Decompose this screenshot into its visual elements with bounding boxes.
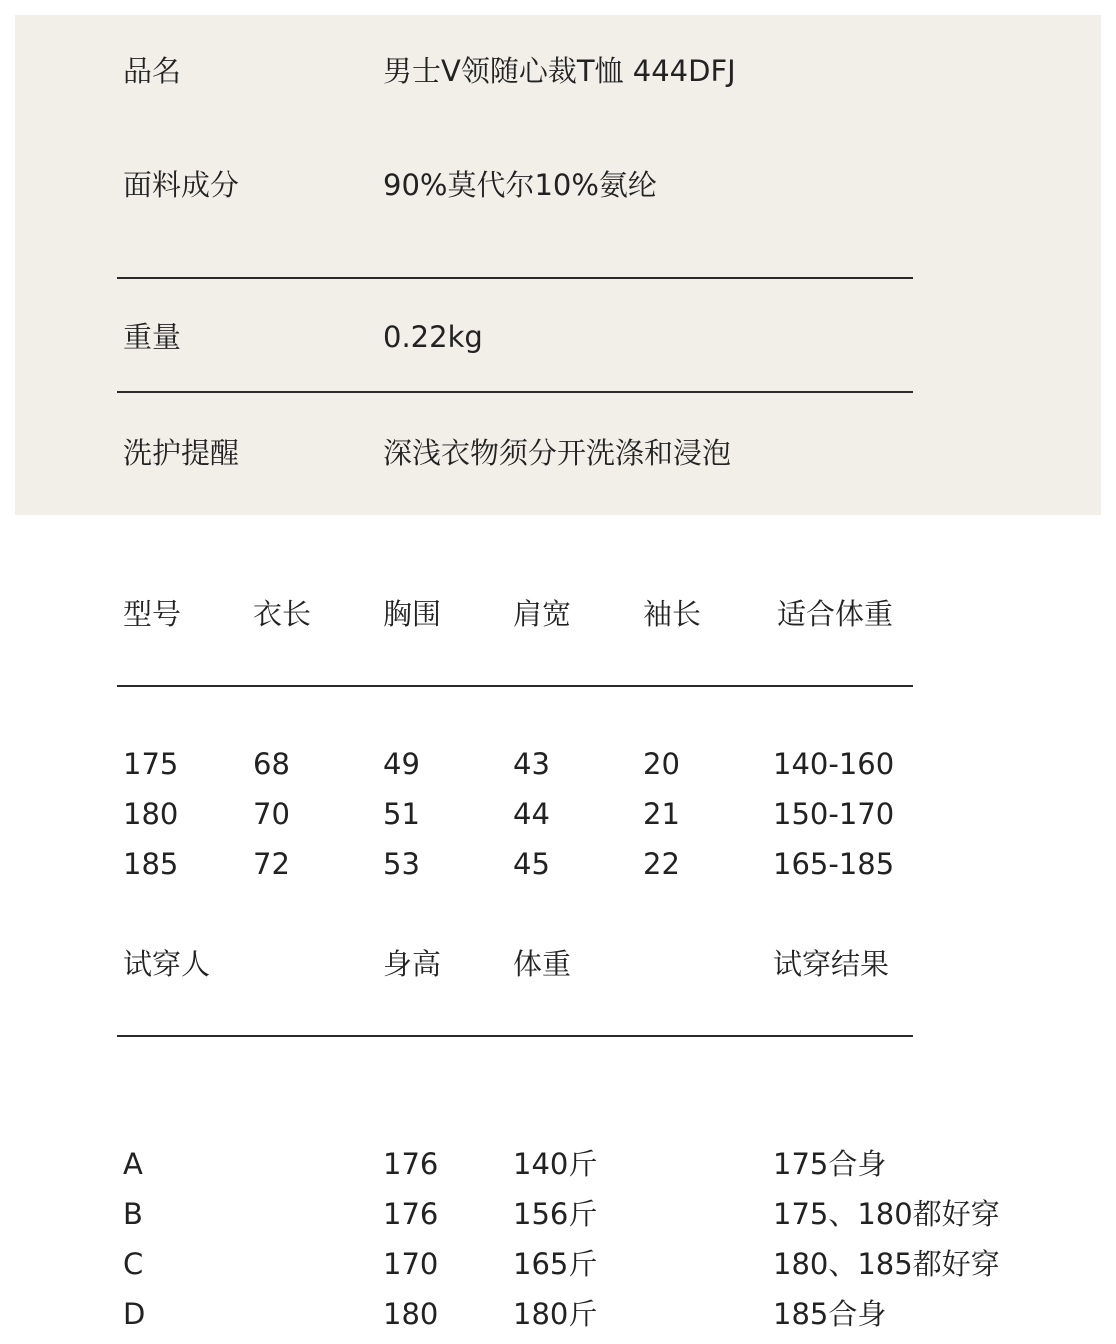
size-cell: 165-185 xyxy=(773,847,895,881)
trial-header-result: 试穿结果 xyxy=(773,947,890,981)
info-label-product-name: 品名 xyxy=(123,54,182,88)
size-header-sleeve: 袖长 xyxy=(643,597,702,631)
info-value-product-name: 男士V领随心裁T恤 444DFJ xyxy=(383,54,736,88)
trial-header-person: 试穿人 xyxy=(123,947,211,981)
trial-cell: 180斤 xyxy=(513,1297,598,1331)
info-label-care: 洗护提醒 xyxy=(123,436,240,470)
size-cell: 51 xyxy=(383,797,420,831)
size-header-length: 衣长 xyxy=(253,597,312,631)
size-cell: 44 xyxy=(513,797,550,831)
trial-cell: 185合身 xyxy=(773,1297,887,1331)
size-header-weight: 适合体重 xyxy=(777,597,894,631)
size-cell: 22 xyxy=(643,847,680,881)
size-header-shoulder: 肩宽 xyxy=(513,597,572,631)
trial-header-height: 身高 xyxy=(383,947,442,981)
size-cell: 180 xyxy=(123,797,179,831)
size-header-model: 型号 xyxy=(123,597,182,631)
trial-header-weight: 体重 xyxy=(513,947,572,981)
size-table-divider xyxy=(117,685,913,687)
trial-cell: 170 xyxy=(383,1247,439,1281)
trial-cell: 175合身 xyxy=(773,1147,887,1181)
trial-cell: 156斤 xyxy=(513,1197,598,1231)
trial-cell: D xyxy=(123,1297,146,1331)
info-value-fabric: 90%莫代尔10%氨纶 xyxy=(383,168,657,202)
trial-cell: C xyxy=(123,1247,144,1281)
size-cell: 70 xyxy=(253,797,290,831)
size-cell: 43 xyxy=(513,747,550,781)
trial-table-divider xyxy=(117,1035,913,1037)
trial-cell: 176 xyxy=(383,1147,439,1181)
info-value-weight: 0.22kg xyxy=(383,320,483,354)
size-cell: 140-160 xyxy=(773,747,895,781)
trial-cell: 180 xyxy=(383,1297,439,1331)
size-header-chest: 胸围 xyxy=(383,597,442,631)
size-cell: 21 xyxy=(643,797,680,831)
info-label-fabric: 面料成分 xyxy=(123,168,240,202)
size-cell: 53 xyxy=(383,847,420,881)
trial-cell: 165斤 xyxy=(513,1247,598,1281)
size-cell: 185 xyxy=(123,847,179,881)
size-cell: 49 xyxy=(383,747,420,781)
size-cell: 72 xyxy=(253,847,290,881)
trial-cell: 180、185都好穿 xyxy=(773,1247,1000,1281)
trial-cell: 176 xyxy=(383,1197,439,1231)
size-cell: 150-170 xyxy=(773,797,895,831)
info-label-weight: 重量 xyxy=(123,320,182,354)
size-cell: 175 xyxy=(123,747,179,781)
size-cell: 68 xyxy=(253,747,290,781)
trial-cell: 140斤 xyxy=(513,1147,598,1181)
info-divider xyxy=(117,277,913,279)
size-cell: 20 xyxy=(643,747,680,781)
info-divider xyxy=(117,391,913,393)
trial-cell: A xyxy=(123,1147,143,1181)
info-value-care: 深浅衣物须分开洗涤和浸泡 xyxy=(383,436,732,470)
trial-cell: 175、180都好穿 xyxy=(773,1197,1000,1231)
size-cell: 45 xyxy=(513,847,550,881)
trial-cell: B xyxy=(123,1197,143,1231)
